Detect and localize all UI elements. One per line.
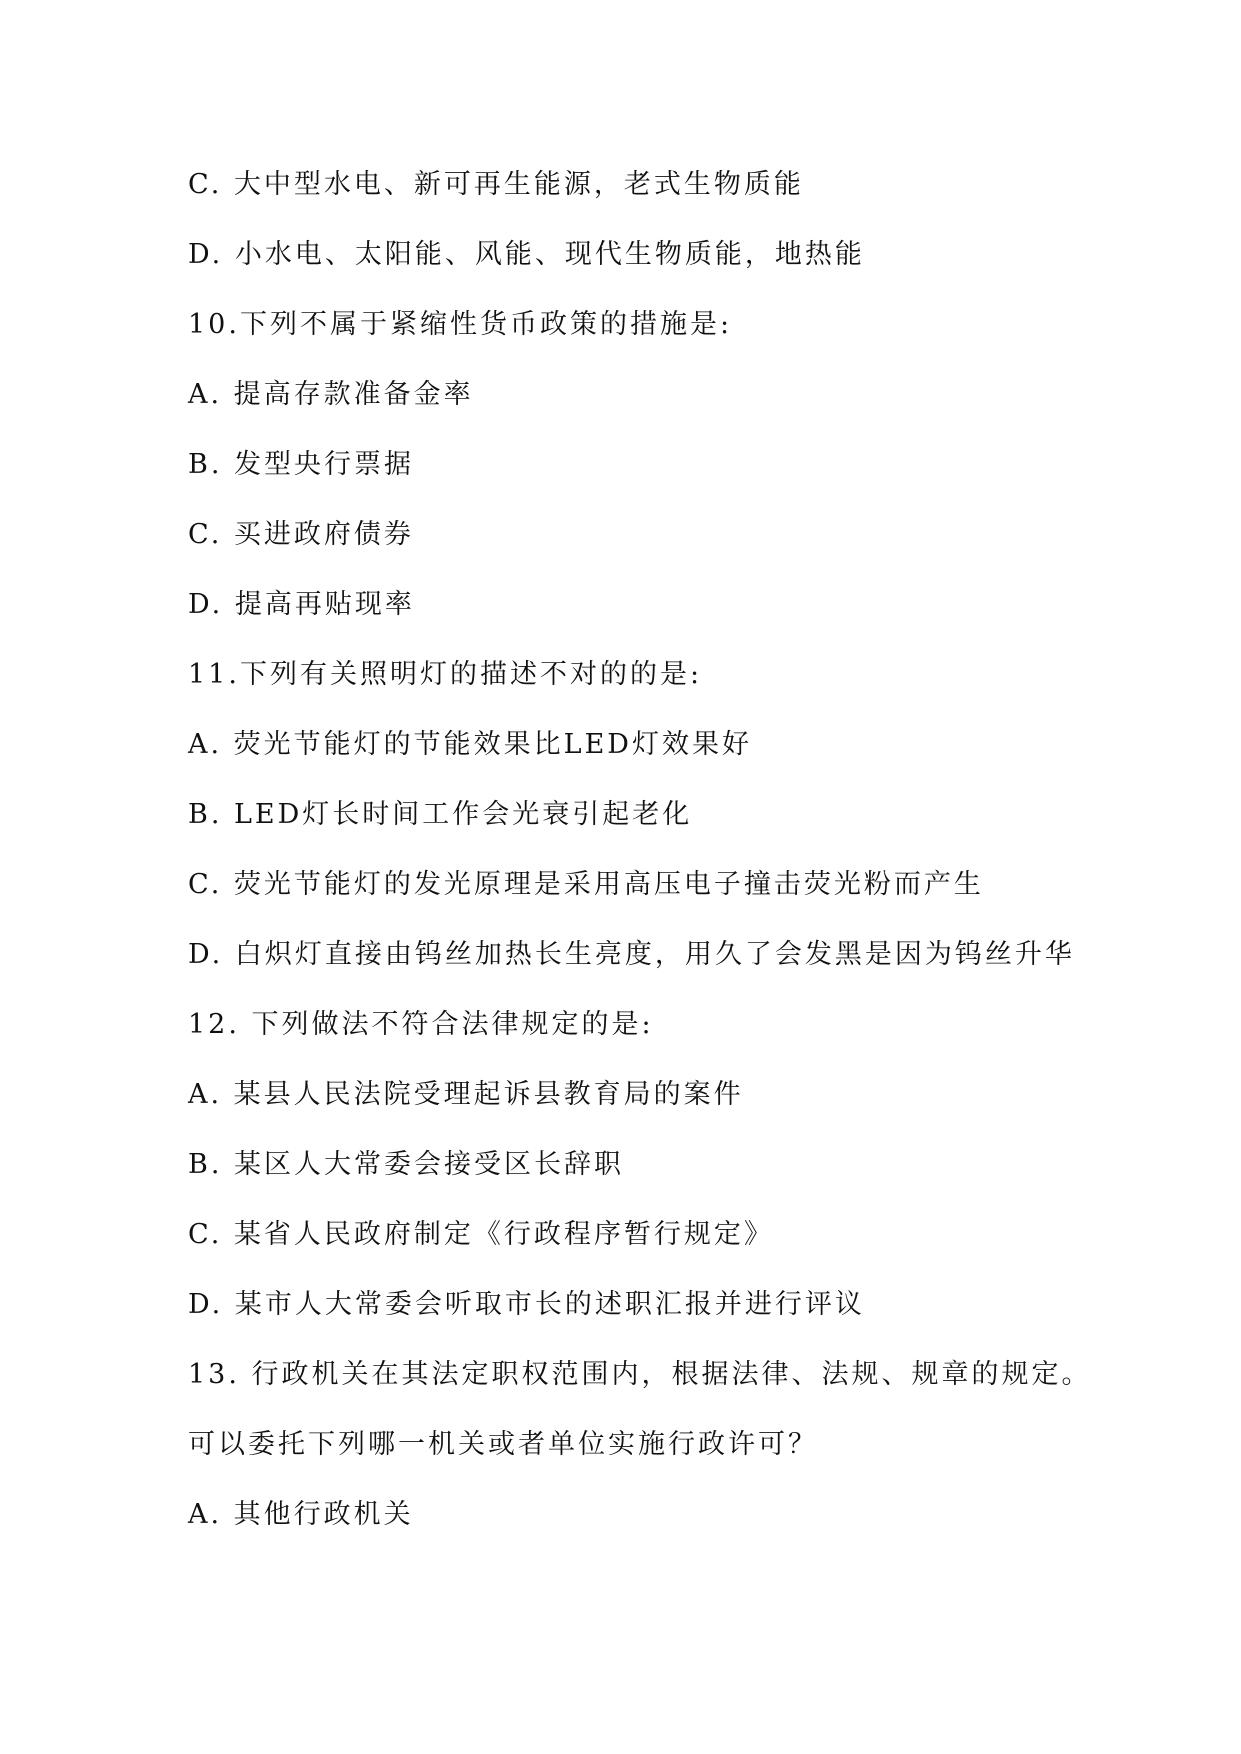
q12-option-d: D. 某市人大常委会听取市长的述职汇报并进行评议 (188, 1289, 865, 1320)
q13-option-a: A. 其他行政机关 (188, 1499, 414, 1530)
q10-option-a: A. 提高存款准备金率 (188, 379, 474, 410)
q13-question-line1: 13. 行政机关在其法定职权范围内，根据法律、法规、规章的规定。 (188, 1359, 1092, 1390)
q9-option-d: D. 小水电、太阳能、风能、现代生物质能，地热能 (188, 239, 865, 270)
q9-option-c: C. 大中型水电、新可再生能源，老式生物质能 (188, 169, 804, 200)
q10-question: 10.下列不属于紧缩性货币政策的措施是: (188, 309, 733, 340)
q11-option-c: C. 荧光节能灯的发光原理是采用高压电子撞击荧光粉而产生 (188, 869, 984, 900)
q11-option-a: A. 荧光节能灯的节能效果比LED灯效果好 (188, 729, 752, 760)
q10-option-b: B. 发型央行票据 (188, 449, 415, 480)
q12-question: 12. 下列做法不符合法律规定的是: (188, 1009, 654, 1040)
q11-option-b: B. LED灯长时间工作会光衰引起老化 (188, 799, 693, 830)
q13-question-line2: 可以委托下列哪一机关或者单位实施行政许可？ (188, 1429, 818, 1460)
q10-option-d: D. 提高再贴现率 (188, 589, 415, 620)
q11-option-d: D. 白炽灯直接由钨丝加热长生亮度，用久了会发黑是因为钨丝升华 (188, 939, 1075, 970)
q12-option-a: A. 某县人民法院受理起诉县教育局的案件 (188, 1079, 744, 1110)
q12-option-b: B. 某区人大常委会接受区长辞职 (188, 1149, 625, 1180)
q10-option-c: C. 买进政府债券 (188, 519, 414, 550)
q12-option-c: C. 某省人民政府制定《行政程序暂行规定》 (188, 1219, 774, 1250)
q11-question: 11.下列有关照明灯的描述不对的的是: (188, 659, 703, 690)
